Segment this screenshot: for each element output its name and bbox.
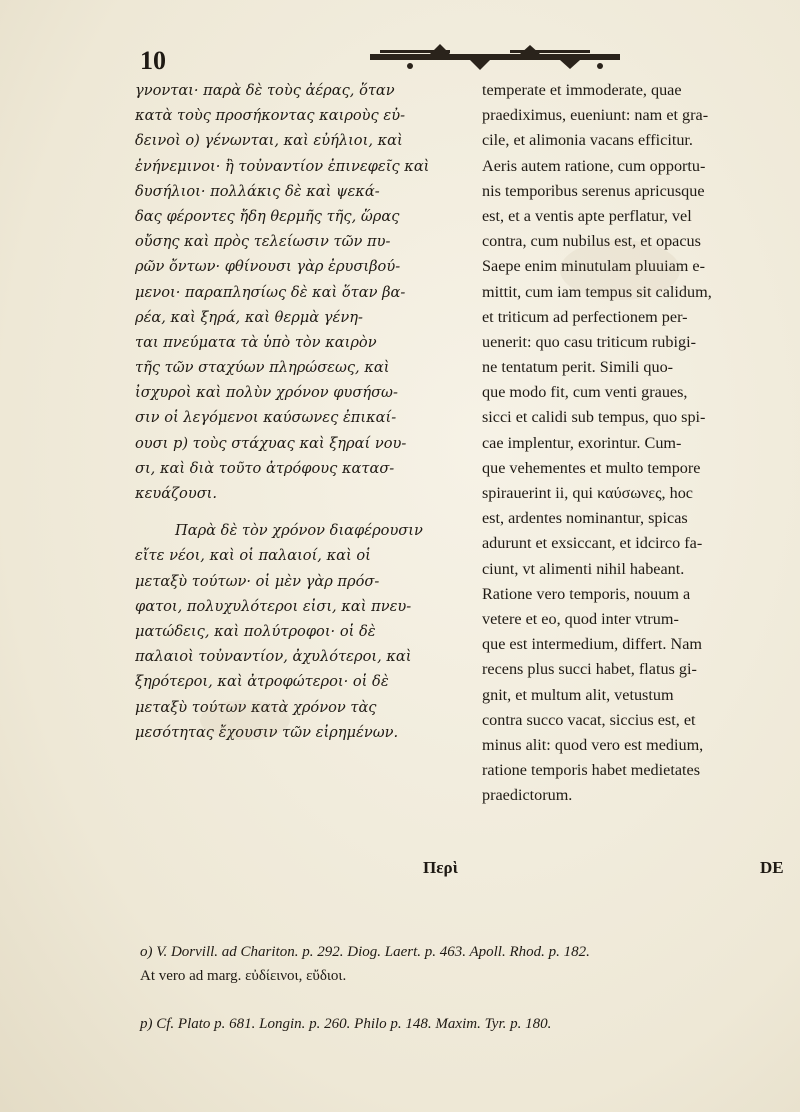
greek-line: ουσι p) τοὺς στάχυας καὶ ξηραί νου- [135,434,407,452]
greek-catchword: Περὶ [423,858,458,877]
greek-line: ρῶν ὄντων· φθίνουσι γὰρ ἐρυσιβού- [135,258,401,276]
latin-line: et triticum ad perfectionem per- [482,307,688,326]
latin-line: vetere et eo, quod inter vtrum- [482,609,679,628]
greek-line: μεσότητας ἔχουσιν τῶν εἰρημένων. [135,723,399,741]
greek-line: γνονται· παρὰ δὲ τοὺς ἀέρας, ὅταν [135,82,395,99]
footnote-gap [140,988,780,1012]
latin-line: est, et a ventis apte perflatur, vel [482,206,692,225]
greek-line: κατὰ τοὺς προσήκοντας καιροὺς εὐ- [135,107,405,125]
latin-line: minus alit: quod vero est medium, [482,735,704,754]
latin-line: spirauerint ii, qui καύσωνες, hoc [482,484,693,502]
greek-line: δυσήλιοι· πολλάκις δὲ καὶ ψεκά- [135,182,380,200]
footnote-o-continuation: At vero ad marg. εὐδίεινοι, εὔδιοι. [140,968,347,984]
greek-line: ἰσχυροὶ καὶ πολὺν χρόνον φυσήσω- [135,384,398,402]
latin-line: contra, cum nubilus est, et opacus [482,232,701,251]
latin-line: adurunt et exsiccant, et idcirco fa- [482,534,703,553]
latin-line: que est intermedium, differt. Nam [482,635,702,654]
paper-stain [560,240,680,300]
footnotes [140,940,780,1036]
greek-line: σιν οἱ λεγόμενοι καύσωνες ἐπικαί- [135,409,397,427]
latin-line: cae implentur, exorintur. Cum- [482,433,682,452]
greek-line: τῆς τῶν σταχύων πληρώσεως, καὶ [135,359,390,377]
greek-line: μεταξὺ τούτων κατὰ χρόνον τὰς [135,698,377,716]
latin-line: cile, et alimonia vacans efficitur. [482,131,693,150]
footnote-p: p) Cf. Plato p. 681. Longin. p. 260. Philo p. 148. Maxim. Tyr. p. 180. [140,1016,552,1032]
latin-line: ciunt, vt alimenti nihil habeant. [482,559,685,578]
paper-stain [200,700,290,740]
latin-line: Saepe enim minutulam pluuiam e- [482,257,705,276]
latin-line: uenerit: quo casu triticum rubigi- [482,332,696,351]
latin-line: praedictorum. [482,786,573,805]
greek-line: οὔσης καὶ πρὸς τελείωσιν τῶν πυ- [135,233,391,251]
latin-line: contra succo vacat, siccius est, et [482,710,696,729]
greek-line: δεινοὶ o) γένωνται, καὶ εὐήλιοι, καὶ [135,132,403,150]
greek-line: ἐνήνεμινοι· ἢ τοὐναντίον ἐπινεφεῖς καὶ [135,157,430,175]
latin-line: ne tentatum perit. Simili quo- [482,358,674,377]
page-header [0,42,800,82]
latin-line: Ratione vero temporis, nouum a [482,584,691,603]
greek-text-column [135,78,465,745]
greek-line: ματώδεις, καὶ πολύτροφοι· οἱ δὲ [135,622,376,640]
latin-line: mittit, cum iam tempus sit calidum, [482,282,712,301]
greek-line: κευάζουσι. [135,485,218,502]
greek-line: σι, καὶ διὰ τοῦτο ἀτρόφους κατασ- [135,459,395,477]
latin-text-column [482,78,797,808]
latin-line: Aeris autem ratione, cum opportu- [482,156,706,175]
latin-line: praediximus, eueniunt: nam et gra- [482,106,709,125]
greek-line: μεταξὺ τούτων· οἱ μὲν γὰρ πρόσ- [135,572,380,590]
greek-line: δας φέροντες ἤδη θερμῆς τῆς, ὥρας [135,207,400,225]
latin-line: temperate et immoderate, quae [482,81,682,99]
footnote-o: o) V. Dorvill. ad Chariton. p. 292. Diog. Laert. p. 463. Apoll. Rhod. p. 182. [140,944,590,960]
paragraph-gap [135,506,465,518]
greek-line: Παρὰ δὲ τὸν χρόνον διαφέρουσιν [175,522,423,540]
greek-line: ται πνεύματα τὰ ὑπὸ τὸν καιρὸν [135,333,377,351]
greek-line: μενοι· παραπλησίως δὲ καὶ ὅταν βα- [135,283,406,301]
greek-line: παλαιοὶ τοὐναντίον, ἀχυλότεροι, καὶ [135,648,412,666]
latin-catchword: DE [760,858,784,877]
decorative-rule-ornament [370,42,620,72]
latin-line: sicci et calidi sub tempus, quo spi- [482,408,706,427]
latin-line: gnit, et multum alit, vetustum [482,685,674,704]
greek-line: φατοι, πολυχυλότεροι εἰσι, καὶ πνευ- [135,597,412,615]
greek-line: ρέα, καὶ ξηρά, καὶ θερμὰ γένη- [135,308,363,326]
page-number: 10 [140,46,166,75]
latin-line: que vehementes et multo tempore [482,458,701,477]
latin-line: que modo fit, cum venti graues, [482,383,688,402]
latin-line: ratione temporis habet medietates [482,761,701,780]
latin-line: nis temporibus serenus apricusque [482,181,705,200]
latin-line: recens plus succi habet, flatus gi- [482,660,697,679]
greek-line: εἴτε νέοι, καὶ οἱ παλαιοί, καὶ οἱ [135,547,371,565]
greek-line: ξηρότεροι, καὶ ἀτροφώτεροι· οἱ δὲ [135,673,389,691]
latin-line: est, ardentes nominantur, spicas [482,509,688,528]
